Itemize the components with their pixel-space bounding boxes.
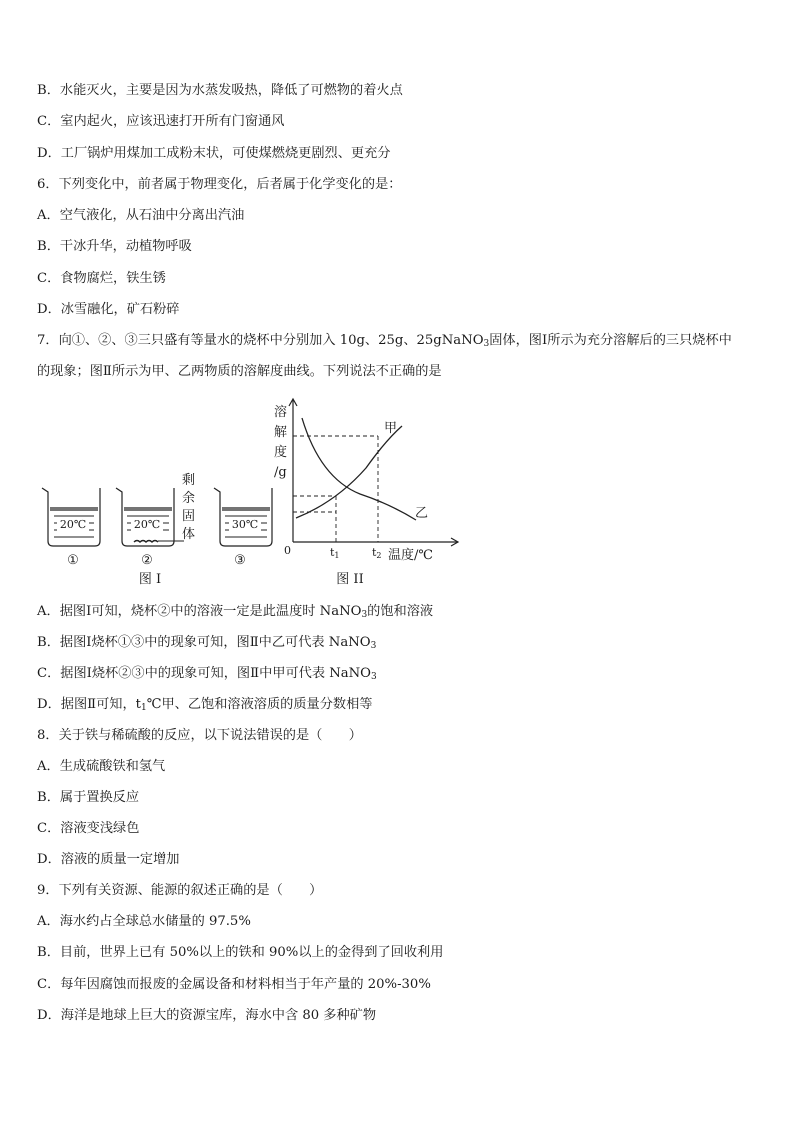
beaker-2-temp: 20℃ xyxy=(133,518,161,531)
q5-option-b: B．水能灭火，主要是因为水蒸发吸热，降低了可燃物的着火点 xyxy=(37,83,403,98)
svg-text:溶: 溶 xyxy=(274,405,288,420)
svg-text:/g: /g xyxy=(274,465,287,480)
svg-text:解: 解 xyxy=(274,425,288,440)
q8-option-d: D．溶液的质量一定增加 xyxy=(37,852,180,867)
svg-text:体: 体 xyxy=(182,527,196,542)
q7-stem-line1: 7．向①、②、③三只盛有等量水的烧杯中分别加入 10g、25g、25gNaNO$_3$固体，图Ⅰ所示为充分溶解后的三只烧杯中 xyxy=(37,333,732,349)
figure2-dashed-guides xyxy=(293,436,378,542)
q7-option-c: C．据图Ⅰ烧杯②③中的现象可知，图Ⅱ中甲可代表 NaNO$_3$ xyxy=(37,666,377,682)
figure1-caption: 图 I xyxy=(138,572,162,587)
curve-yi xyxy=(302,418,416,520)
figure2-caption: 图 II xyxy=(336,572,364,587)
q9-stem: 9．下列有关资源、能源的叙述正确的是（ ） xyxy=(37,883,323,898)
q9-option-d: D．海洋是地球上巨大的资源宝库，海水中含 80 多种矿物 xyxy=(37,1008,377,1023)
q7-figures xyxy=(30,396,470,594)
q5-option-d: D．工厂锅炉用煤加工成粉末状，可使煤燃烧更剧烈、更充分 xyxy=(37,146,391,161)
svg-text:余: 余 xyxy=(182,491,196,506)
svg-text:固: 固 xyxy=(182,509,196,524)
figure2-ylabel xyxy=(274,404,287,480)
svg-text:剩: 剩 xyxy=(182,473,196,488)
q7-figure-svg xyxy=(30,396,470,590)
t1-label: t1 xyxy=(330,546,340,560)
q8-option-b: B．属于置换反应 xyxy=(37,790,140,805)
q6-option-d: D．冰雪融化，矿石粉碎 xyxy=(37,302,180,317)
q9-option-c: C．每年因腐蚀而报废的金属设备和材料相当于年产量的 20%-30% xyxy=(37,977,431,992)
q9-option-b: B．目前，世界上已有 50%以上的铁和 90%以上的金得到了回收利用 xyxy=(37,945,444,960)
beaker-1-label: ① xyxy=(67,553,79,568)
beaker-3-label: ③ xyxy=(234,553,246,568)
origin-label: 0 xyxy=(284,544,291,557)
q8-stem: 8．关于铁与稀硫酸的反应，以下说法错误的是（ ） xyxy=(37,728,362,743)
q7-option-b: B．据图Ⅰ烧杯①③中的现象可知，图Ⅱ中乙可代表 NaNO$_3$ xyxy=(37,635,377,651)
figure2-axes xyxy=(289,399,458,546)
figure2-xlabel: 温度/℃ xyxy=(388,548,433,563)
q6-stem: 6．下列变化中，前者属于物理变化，后者属于化学变化的是： xyxy=(37,177,402,192)
q7-option-a: A．据图Ⅰ可知，烧杯②中的溶液一定是此温度时 NaNO$_3$的饱和溶液 xyxy=(37,604,434,620)
q8-option-a: A．生成硫酸铁和氢气 xyxy=(37,759,166,774)
beaker-2-label: ② xyxy=(141,553,153,568)
beaker-1-temp: 20℃ xyxy=(59,518,87,531)
curve-jia-label: 甲 xyxy=(384,421,398,436)
q8-option-c: C．溶液变浅绿色 xyxy=(37,821,140,836)
svg-text:度: 度 xyxy=(274,445,288,460)
t2-label: t2 xyxy=(372,546,382,560)
q5-option-c: C．室内起火，应该迅速打开所有门窗通风 xyxy=(37,114,285,129)
q9-option-a: A．海水约占全球总水储量的 97.5% xyxy=(37,914,251,929)
q7-option-d: D．据图Ⅱ可知，$t_1℃$甲、乙饱和溶液溶质的质量分数相等 xyxy=(37,697,373,713)
beaker-2-residue xyxy=(134,541,158,543)
curve-yi-label: 乙 xyxy=(415,506,429,521)
q7-stem-line2: 的现象；图Ⅱ所示为甲、乙两物质的溶解度曲线。下列说法不正确的是 xyxy=(37,364,442,379)
q6-option-a: A．空气液化，从石油中分离出汽油 xyxy=(37,208,245,223)
beaker-3-temp: 30℃ xyxy=(231,518,259,531)
q6-option-b: B．干冰升华，动植物呼吸 xyxy=(37,239,192,254)
residue-label xyxy=(182,473,195,542)
q6-option-c: C．食物腐烂，铁生锈 xyxy=(37,271,166,286)
